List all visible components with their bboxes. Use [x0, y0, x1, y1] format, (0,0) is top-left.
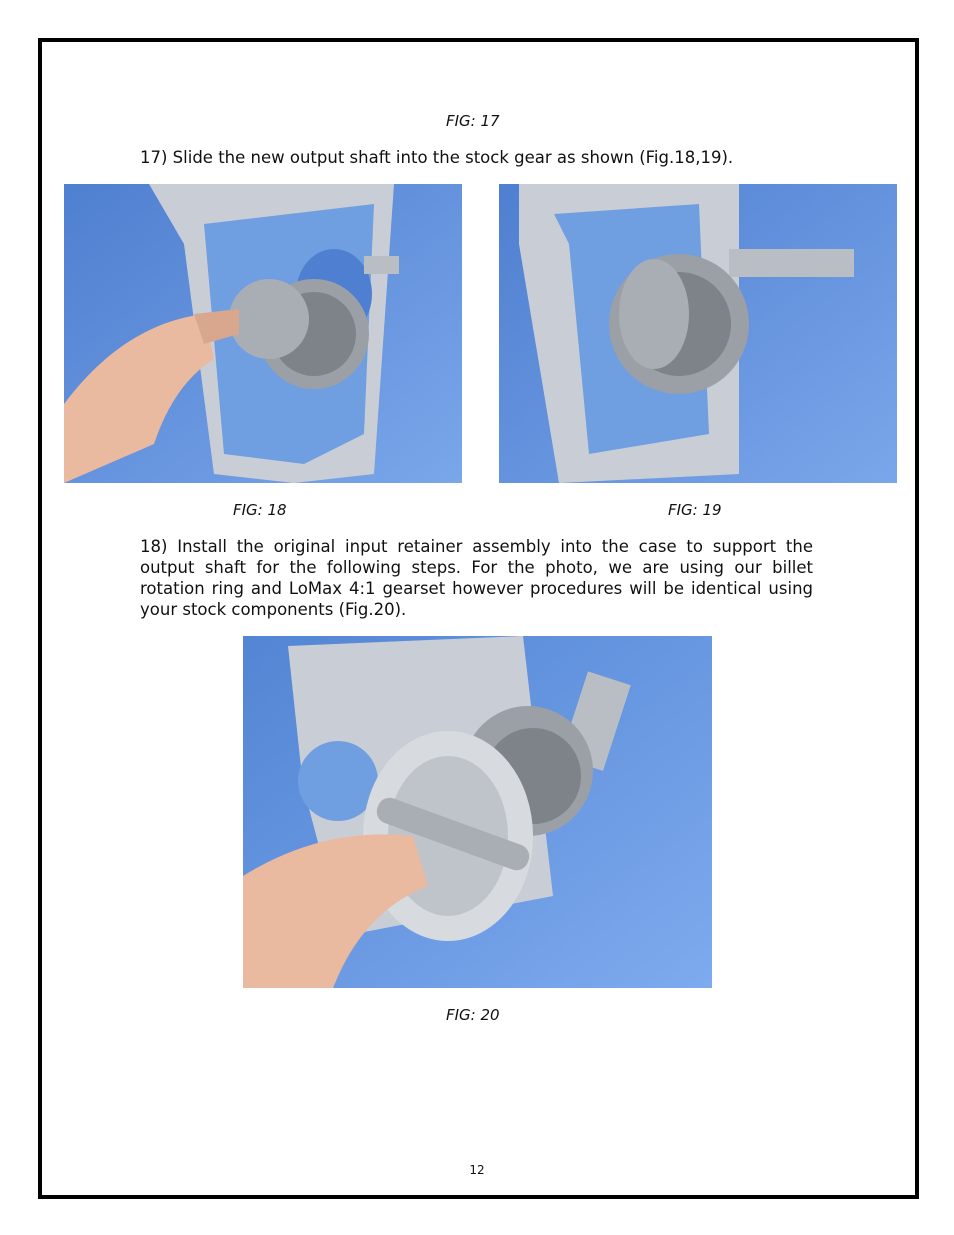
- fig-20-caption: FIG: 20: [446, 1006, 500, 1024]
- step-17-text: 17) Slide the new output shaft into the stock gear as shown (Fig.18,19).: [140, 148, 734, 167]
- fig-18-photo: [64, 184, 462, 483]
- fig-17-caption: FIG: 17: [446, 112, 500, 130]
- fig-19-photo: [499, 184, 897, 483]
- fig-19-caption: FIG: 19: [668, 501, 722, 519]
- fig-18-caption: FIG: 18: [233, 501, 287, 519]
- fig-20-photo: [243, 636, 712, 988]
- page-number: 12: [469, 1163, 485, 1177]
- step-18-text: 18) Install the original input retainer assembly into the case to support the output shaft for the following steps. For the photo, we are using our billet rotation ring and LoMax 4:1 gearset however procedures will be identical using your stock components (Fig.20).: [140, 537, 813, 619]
